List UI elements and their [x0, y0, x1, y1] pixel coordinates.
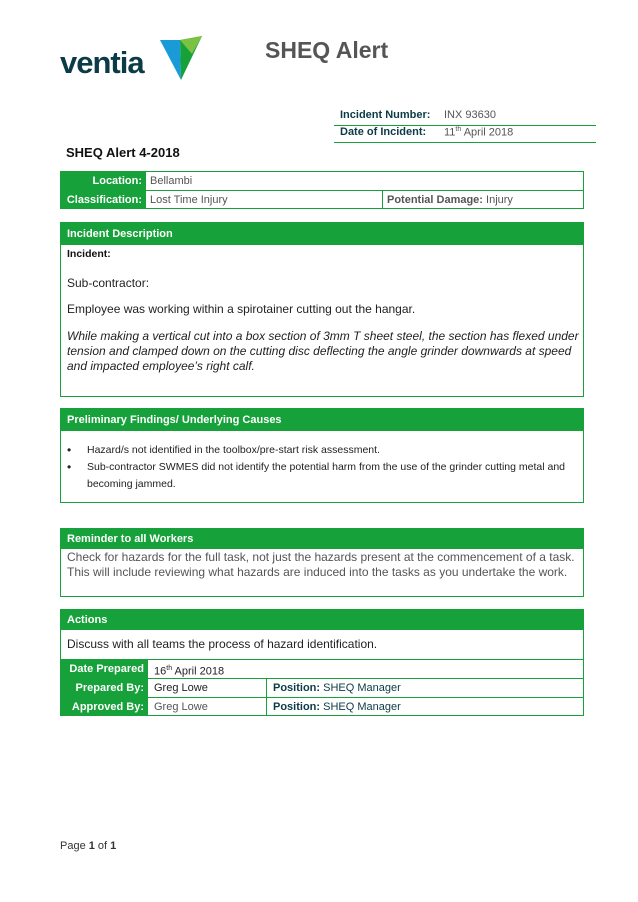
approved-by-row — [61, 697, 583, 716]
incident-number-label: Incident Number: — [340, 109, 431, 121]
potential-damage-cell — [382, 191, 513, 208]
findings-heading: Preliminary Findings/ Underlying Causes — [61, 409, 583, 431]
incident-label: Incident: — [67, 248, 111, 260]
reminder-text: Check for hazards for the full task, not just the hazards present at the commencement of a task. This will include reviewing what hazards are induced into the tasks as you undertake the work. — [67, 550, 575, 579]
ventia-v-mark-icon — [160, 36, 202, 80]
classification-value: Lost Time Injury — [150, 194, 228, 206]
prepared-position-value: SHEQ Manager — [323, 682, 401, 694]
finding-item: • Hazard/s not identified in the toolbox/pre-start risk assessment. — [67, 443, 380, 457]
incident-number-value: INX 93630 — [444, 109, 496, 121]
finding-item: • Sub-contractor SWMES did not identify the potential harm from the use of the grinder cutting metal and becoming jammed. — [67, 460, 565, 490]
incident-paragraph-2: While making a vertical cut into a box section of 3mm T sheet steel, the section has flexed under tension and clamped down on the cutting disc deflecting the angle grinder downwards at speed and impacted employee’s right calf. — [67, 329, 579, 373]
approved-by-value: Greg Lowe — [154, 701, 208, 713]
incident-description-section — [60, 222, 584, 397]
incident-date-label: Date of Incident: — [340, 126, 427, 138]
date-prepared-row — [61, 659, 583, 678]
prepared-position-label: Position: — [273, 682, 321, 694]
bullet-icon: • — [67, 460, 72, 474]
incident-paragraph-1: Employee was working within a spirotainer cutting out the hangar. — [67, 302, 416, 316]
location-table — [60, 171, 584, 209]
alert-title: SHEQ Alert 4-2018 — [66, 145, 180, 160]
logo-wordmark: ventia — [60, 45, 144, 80]
approved-position-cell — [266, 698, 583, 716]
actions-text: Discuss with all teams the process of hazard identification. — [67, 637, 378, 651]
actions-heading: Actions — [61, 610, 583, 630]
incident-date-value: 11th April 2018 — [444, 126, 514, 139]
potential-damage-value: Injury — [486, 194, 513, 206]
potential-damage-label: Potential Damage: — [387, 194, 483, 206]
findings-list — [61, 442, 573, 493]
ventia-logo — [60, 36, 210, 82]
prepared-by-label: Prepared By: — [61, 679, 148, 697]
page-footer: Page 1 of 1 — [60, 840, 117, 852]
location-label: Location: — [61, 172, 146, 190]
location-value: Bellambi — [150, 175, 193, 187]
bullet-icon: • — [67, 443, 72, 457]
incident-description-heading: Incident Description — [61, 223, 583, 245]
reminder-section — [60, 528, 584, 597]
subcontractor-text: Sub-contractor: — [67, 276, 150, 290]
date-prepared-value: 16th April 2018 — [154, 665, 225, 678]
classification-label: Classification: — [61, 191, 146, 209]
prepared-by-value: Greg Lowe — [154, 682, 208, 694]
reminder-heading: Reminder to all Workers — [61, 529, 583, 549]
findings-section — [60, 408, 584, 503]
prepared-by-row — [61, 678, 583, 697]
prepared-position-cell — [266, 679, 583, 697]
actions-section — [60, 609, 584, 716]
approved-position-label: Position: — [273, 701, 321, 713]
document-title: SHEQ Alert — [265, 37, 389, 63]
incident-date-row — [334, 124, 596, 143]
approved-by-label: Approved By: — [61, 698, 148, 716]
approved-position-value: SHEQ Manager — [323, 701, 401, 713]
date-prepared-label: Date Prepared — [61, 660, 148, 678]
